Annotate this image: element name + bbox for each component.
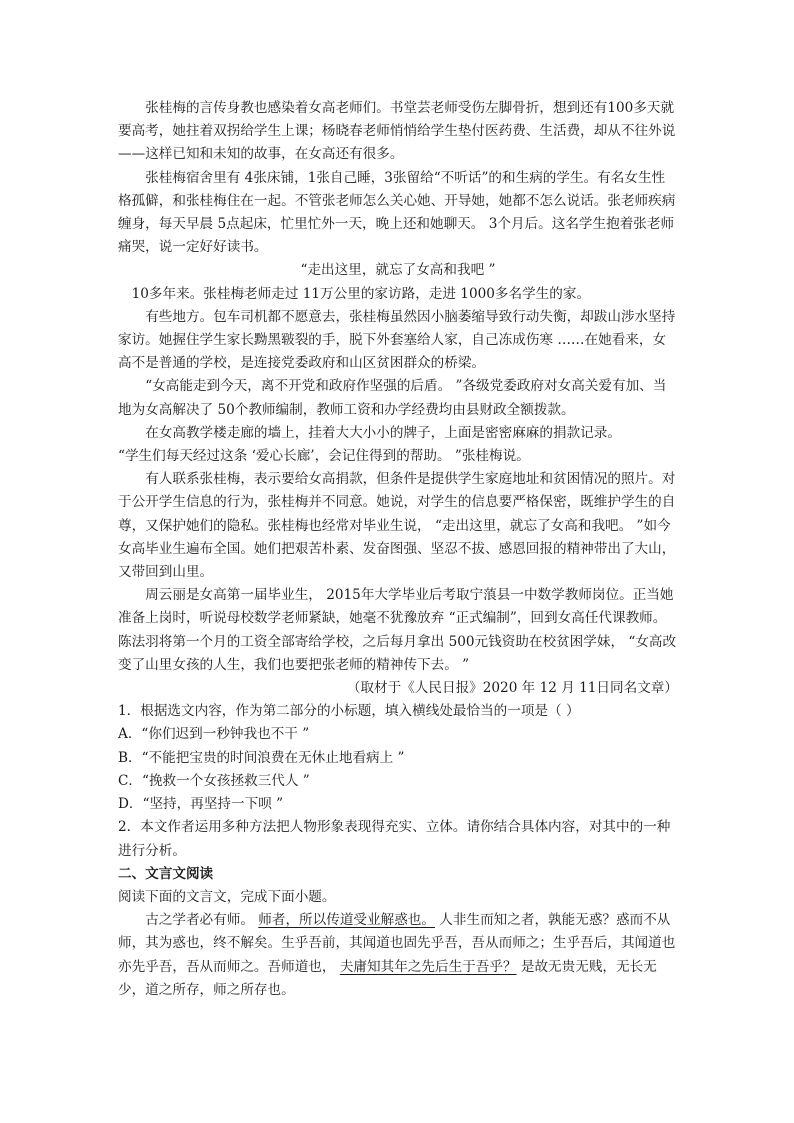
question-2: 2．本文作者运用多种方法把人物形象表现得充实、立体。请你结合具体内容，对其中的一种进行分析。	[118, 819, 671, 859]
paragraph: 周云丽是女高第一届毕业生， 2015年大学毕业后考取宁蒗县一中数学教师岗位。正当她准备上岗时，听说母校数学老师紧缺，她毫不犹豫放弃 “正式编制”，回到女高任代课教师。陈法羽将第一个月的工资全部寄给学校，之后每月拿出 500元钱资助在校贫困学妹， “女高改变了山里女孩的人生，我们也要把张老师的精神传下去。 ”	[118, 587, 677, 673]
passage-text: 人非生而知之者，孰能无惑？惑而不从师，其为惑也，终不解矣。生乎吾前，其闻道也固先乎吾，吾从而师之；生乎吾后，其闻道也亦先乎吾，吾从而师之。吾师道也，	[118, 912, 676, 975]
paragraph: 有人联系张桂梅，表示要给女高捐款，但条件是提供学生家庭地址和贫困情况的照片。对于公开学生信息的行为，张桂梅并不同意。她说，对学生的信息要严格保密，既维护学生的自尊，又保护她们的隐私。张桂梅也经常对毕业生说， “走出这里，就忘了女高和我吧。 ”如今女高毕业生遍布全国。她们把艰苦朴素、发奋图强、坚忍不拔、感恩回报的精神带出了大山，又带回到山里。	[118, 471, 676, 581]
paragraph: 在女高教学楼走廊的墙上，挂着大大小小的牌子，上面是密密麻麻的捐款记录。	[145, 424, 621, 441]
article-body	[118, 97, 678, 1002]
paragraph: 10多年来。张桂梅老师走过 11万公里的家访路，走进 1000多名学生的家。	[131, 285, 591, 302]
underlined-sentence-1: 师者，所以传道受业解惑也。	[258, 912, 435, 929]
source-citation: （取材于《人民日报》2020 年 12 月 11日同名文章）	[346, 680, 678, 697]
paragraph: “女高能走到今天，离不开党和政府作坚强的后盾。 ”各级党委政府对女高关爱有加、当地为女高解决了 50个教师编制，教师工资和办学经费均由县财政全额拨款。	[118, 378, 667, 418]
section-heading: 二、文言文阅读	[118, 865, 214, 882]
option-d: D．“坚持，再坚持一下呗 ”	[118, 796, 284, 813]
paragraph: 有些地方。包车司机都不愿意去，张桂梅虽然因小脑萎缩导致行动失衡，却跋山涉水坚持家访。她握住学生家长黝黑皲裂的手，脱下外套塞给人家，自己冻成伤寒 ……在她看来，女高不是普通的学校，是连接党委政府和山区贫困群众的桥梁。	[118, 308, 676, 372]
passage-text: 是故无贵无贱，无长无少，道之所存，师之所存也。	[118, 958, 657, 998]
paragraph: 张桂梅宿舍里有 4张床铺，1张自己睡，3张留给“不听话”的和生病的学生。有名女生性格孤僻，和张桂梅住在一起。不管张老师怎么关心她、开导她，她都不怎么说话。张老师疾病缠身，每天早晨 5点起床，忙里忙外一天，晚上还和她聊天。 3个月后。这名学生抱着张老师痛哭，说一定好好读书。	[118, 169, 676, 256]
section-instruction: 阅读下面的文言文，完成下面小题。	[118, 888, 336, 905]
option-b: B．“不能把宝贵的时间浪费在无休止地看病上 ”	[118, 749, 405, 766]
paragraph: 张桂梅的言传身教也感染着女高老师们。书堂芸老师受伤左脚骨折，想到还有100多天就要高考，她拄着双拐给学生上课；杨晓春老师悄悄给学生垫付医药费、生活费，却从不往外说——这样已知和未知的故事，在女高还有很多。	[118, 100, 676, 163]
option-a: A．“你们迟到一秒钟我也不干 ”	[118, 726, 310, 743]
section-subtitle: “走出这里，就忘了女高和我吧 ”	[300, 262, 496, 279]
passage-text: 古之学者必有师。	[145, 912, 254, 929]
question-1: 1．根据选文内容，作为第二部分的小标题，填入横线处最恰当的一项是（ ）	[118, 703, 580, 720]
paragraph: “学生们每天经过这条 ‘爱心长廊’，会记住得到的帮助。 ”张桂梅说。	[118, 448, 530, 465]
underlined-sentence-2: 夫庸知其年之先后生于吾乎？	[339, 958, 517, 975]
classical-passage	[118, 909, 678, 1002]
option-c: C．“挽救一个女孩拯救三代人 ”	[118, 772, 310, 789]
